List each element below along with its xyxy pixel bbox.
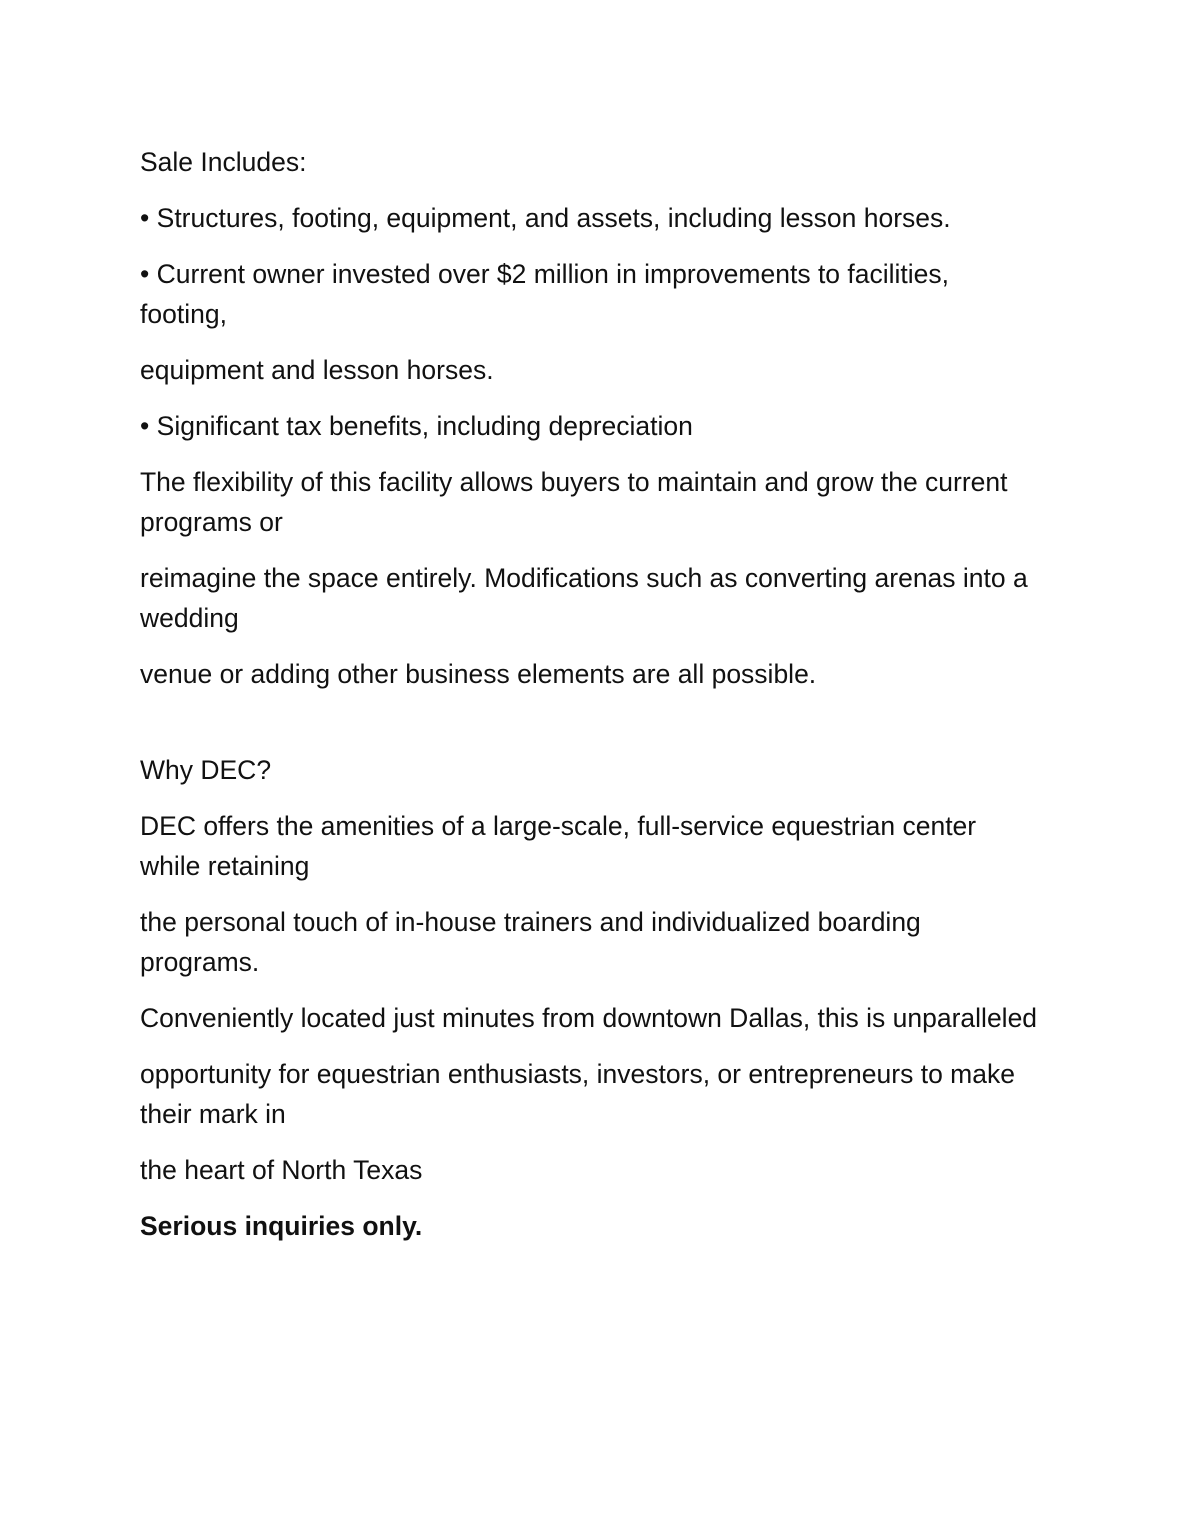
why-dec-personal-touch: the personal touch of in-house trainers and individualized boarding programs. [140, 907, 921, 977]
document-body [140, 142, 1040, 1262]
why-dec-heading: Why DEC? [140, 755, 272, 785]
sale-investment-continued: equipment and lesson horses. [140, 355, 494, 385]
why-dec-opportunity: opportunity for equestrian enthusiasts, investors, or entrepreneurs to make their mark in [140, 1059, 1015, 1129]
flexibility-continued-1: reimagine the space entirely. Modifications such as converting arenas into a wedding [140, 563, 1028, 633]
flexibility-paragraph: The flexibility of this facility allows buyers to maintain and grow the current programs or [140, 467, 1008, 537]
sale-includes-section [140, 142, 1040, 694]
section-spacer [140, 710, 1040, 750]
why-dec-location: Conveniently located just minutes from downtown Dallas, this is unparalleled [140, 1003, 1038, 1033]
sale-includes-heading: Sale Includes: [140, 147, 307, 177]
why-dec-north-texas: the heart of North Texas [140, 1155, 423, 1185]
sale-bullet-tax-benefits: • Significant tax benefits, including depreciation [140, 411, 693, 441]
sale-bullet-investment: • Current owner invested over $2 million in improvements to facilities, footing, [140, 259, 950, 329]
why-dec-amenities: DEC offers the amenities of a large-scale, full-service equestrian center while retaining [140, 811, 977, 881]
flexibility-continued-2: venue or adding other business elements are all possible. [140, 659, 817, 689]
serious-inquiries-note: Serious inquiries only. [140, 1211, 423, 1241]
why-dec-section [140, 750, 1040, 1246]
sale-bullet-structures: • Structures, footing, equipment, and assets, including lesson horses. [140, 203, 951, 233]
